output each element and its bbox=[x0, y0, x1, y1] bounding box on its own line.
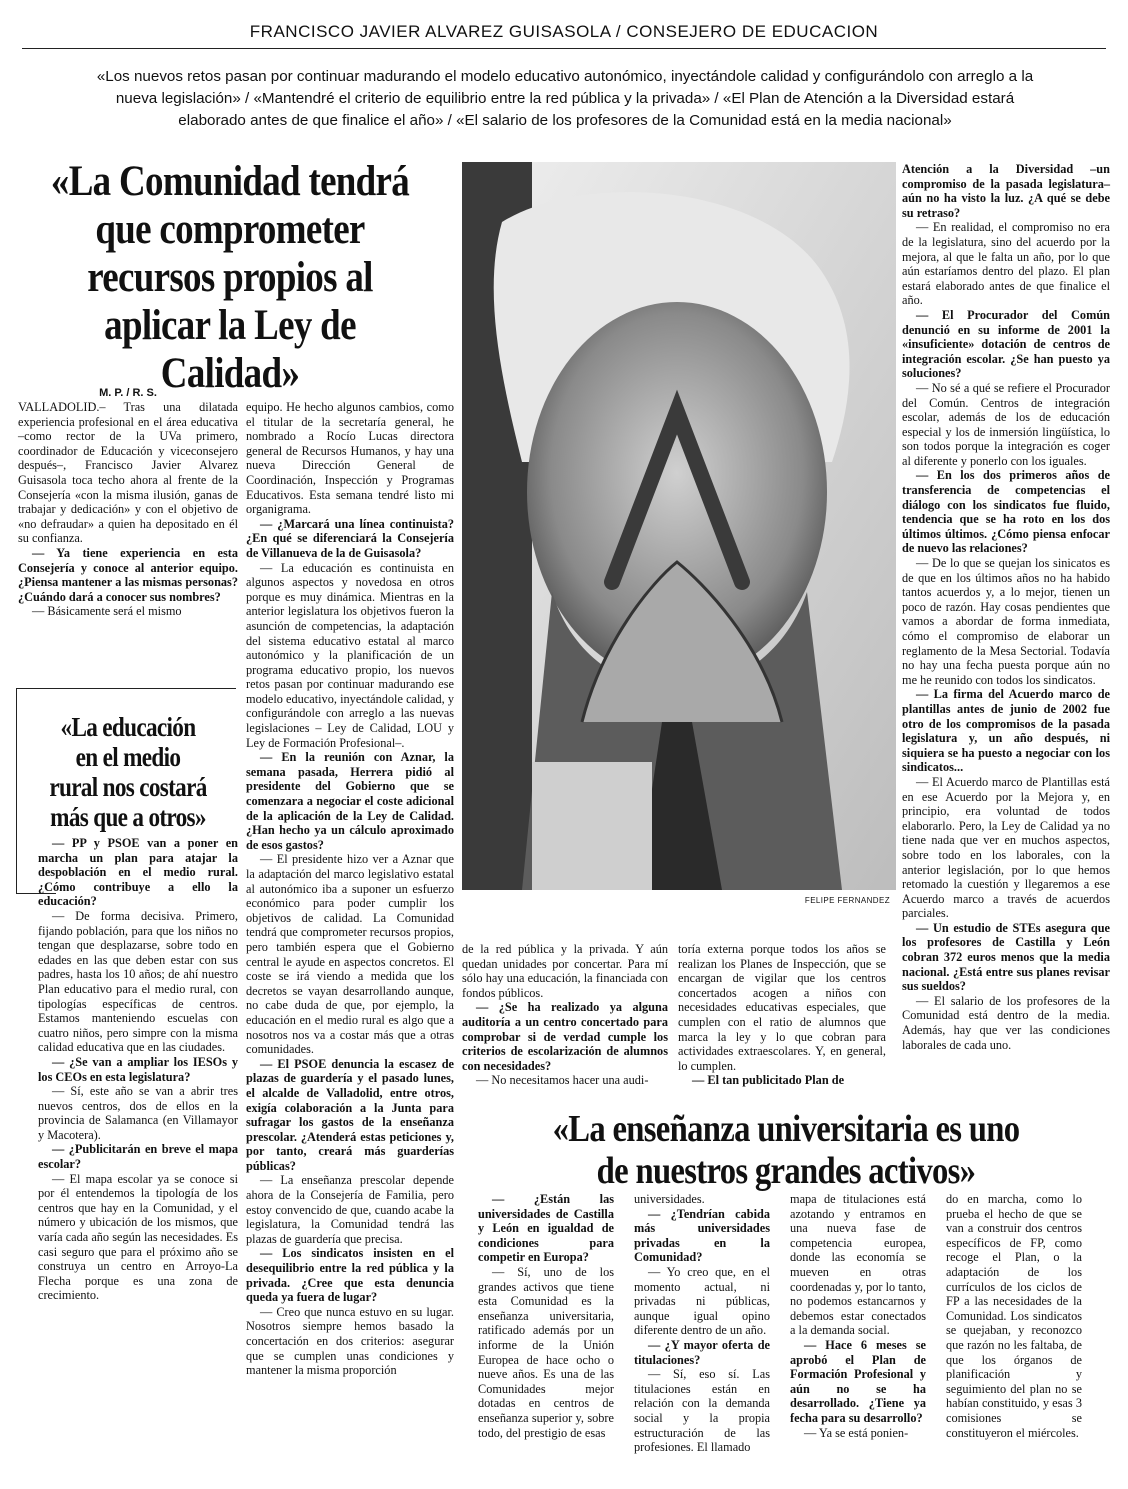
question: — El Procurador del Común denunció en su informe de 2001 la «insuficiente» dotación de centros de integración escolar. ¿Se han puesto ya soluciones? bbox=[902, 307, 1110, 381]
paragraph: — De lo que se quejan los sinicatos es de que en los últimos años no ha habido tantos acuerdos y, a lo mejor, tienen un poco de razón. Hay cosas pendientes que vamos a abordar de forma inmediata, cómo el compromiso de elaborar un reglamento de la Mesa Sectorial. Todavía no hay una fecha puesta porque aún no me he reunido con todos los sindicatos. bbox=[902, 556, 1110, 687]
question: — ¿Tendrían cabida más universidades privadas en la Comunidad? bbox=[634, 1206, 770, 1265]
column-2 bbox=[246, 400, 454, 1378]
question: — ¿Se van a ampliar los IESOs y los CEOs en esta legislatura? bbox=[38, 1054, 238, 1084]
deck-line: nueva legislación» / «Mantendré el criterio de equilibrio entre la red pública y la privada» / «El Plan de Atención a la Diversidad estará bbox=[115, 90, 1015, 107]
paragraph: — Sí, este año se van a abrir tres nuevos centros, dos de ellos en la provincia de Salamanca (en Villamayor y Macotera). bbox=[38, 1084, 238, 1142]
column-5 bbox=[902, 162, 1110, 1052]
question: Atención a la Diversidad –un compromiso de la pasada legislatura– aún no ha visto la luz. ¿A qué se debe su retraso? bbox=[902, 162, 1110, 220]
question: — La firma del Acuerdo marco de plantillas antes de junio de 2002 fue otro de los compromisos de la pasada legislatura y, un año después, ni siquiera se ha puesto a negociar con los sindicatos... bbox=[902, 687, 1110, 775]
paragraph: mapa de titulaciones está azotando y entramos en una nueva fase de competencia europea, donde las economía se mueven en otras coordenadas y, por lo tanto, no podemos estancarnos y debemos estar conectados a la demanda social. bbox=[790, 1192, 926, 1338]
headline-line: de nuestros grandes activos» bbox=[596, 1150, 976, 1192]
question: — Un estudio de STEs asegura que los profesores de Castilla y León cobran 372 euros menos que la media nacional. ¿Está entre sus planes revisar sus sueldos? bbox=[902, 920, 1110, 994]
question: — El tan publicitado Plan de bbox=[692, 1073, 845, 1088]
paragraph: — El salario de los profesores de la Comunidad está dentro de la media. Además, hay que ver las condiciones laborales de cada uno. bbox=[902, 993, 1110, 1052]
photo-credit: FELIPE FERNANDEZ bbox=[804, 896, 890, 905]
question: — ¿Marcará una línea continuista? ¿En qué se diferenciará la Consejería de Villanueva de la de Guisasola? bbox=[246, 516, 454, 560]
box-rule-top bbox=[16, 688, 236, 689]
bottom-column-3 bbox=[790, 1192, 926, 1440]
question: — ¿Se ha realizado ya alguna auditoría a un centro concertado para comprobar si de verdad cumple los criterios de escolarización de alumnos con necesidades? bbox=[462, 1000, 668, 1073]
pull-quote-line: «La educación bbox=[60, 712, 196, 742]
headline-line: «La Comunidad tendrá bbox=[50, 158, 410, 205]
question: — Los sindicatos insisten en el desequilibrio entre la red pública y la privada. ¿Cree que esta denuncia queda ya fuera de lugar? bbox=[246, 1246, 454, 1305]
paragraph: do en marcha, como lo prueba el hecho de que se van a construir dos centros específicos de FP, como recoge el Plan, o la adaptación de los currículos de los ciclos de FP a las necesidades de la Comunidad. Los sindicatos se quejaban, y reconozco que razón no les faltaba, de que los órganos de planificación y seguimiento del plan no se habían constituido, y esas 3 comisiones se constituyeron el miércoles. bbox=[946, 1192, 1082, 1440]
question: — ¿Están las universidades de Castilla y León en igualdad de condiciones para competir en Europa? bbox=[478, 1192, 614, 1265]
headline-line: que comprometer bbox=[95, 206, 365, 253]
paragraph: — No necesitamos hacer una audi- bbox=[476, 1073, 649, 1088]
paragraph: — La educación es continuista en algunos aspectos y novedosa en otros porque es muy dinámica. Mientras en la anterior legislatura los objetivos fueron la asunción de competencias, la adaptación del sistema educativo estatal al marco autonómico y la planificación de un programa educativo propio, los nuevos retos pasan por continuar madurando ese modelo educativo, inyectándole calidad, y configurándole con arreglo a las nuevas legislaciones – Ley de Calidad, LOU y Ley de Formación Profesional–. bbox=[246, 560, 454, 750]
question: — Ya tiene experiencia en esta Consejería y conoce al anterior equipo. ¿Piensa mantener a las mismas personas? ¿Cuándo dará a conocer sus nombres? bbox=[18, 545, 238, 604]
bottom-column-4 bbox=[946, 1192, 1082, 1440]
paragraph: — El Acuerdo marco de Plantillas está en ese Acuerdo por la Mejora y, en principio, era voluntad de todos elaborarlo. Pero, la Ley de Calidad ya no tiene nada que ver en muchos aspectos, sobre todo en los laborales, con la anterior legislación, por lo que hemos retomado la cuestión y llegaremos a ese Acuerdo marco a través de acuerdos parciales. bbox=[902, 774, 1110, 921]
deck-line: «Los nuevos retos pasan por continuar madurando el modelo educativo autonómico, inyectándole calidad y configurándolo con arreglo a la bbox=[96, 68, 1034, 85]
paragraph: universidades. bbox=[634, 1192, 705, 1206]
portrait-photo bbox=[462, 162, 896, 890]
box-rule-left bbox=[16, 688, 17, 894]
paragraph: — El mapa escolar ya se conoce si por él entendemos la tipología de los centros que hay en la Comunidad, y el número y ubicación de los mismos, que varía cada año según las necesidades. Es casi seguro que para el próximo año se construya un centro en Arroyo-La Flecha porque es una zona de crecimiento. bbox=[38, 1171, 238, 1303]
paragraph: — Básicamente será el mismo bbox=[32, 604, 182, 619]
paragraph: — La enseñanza prescolar depende ahora de la Consejería de Familia, pero estoy convencido de que, cuando acabe la legislatura, la Comunidad tendrá las plazas de guardería que precisa. bbox=[246, 1173, 454, 1246]
headline-line: «La enseñanza universitaria es uno bbox=[552, 1108, 1020, 1150]
pull-quote-rural bbox=[33, 712, 222, 832]
question: — PP y PSOE van a poner en marcha un plan para atajar la despoblación en el medio rural. ¿Cómo contribuye a ello la educación? bbox=[38, 836, 238, 909]
question: — En la reunión con Aznar, la semana pasada, Herrera pidió al presidente del Gobierno que se comenzara a negociar el coste adicional de la aplicación de la Ley de Calidad. ¿Han hecho ya un cálculo aproximado de esos gastos? bbox=[246, 750, 454, 852]
question: — ¿Y mayor oferta de titulaciones? bbox=[634, 1337, 770, 1367]
deck-line: elaborado antes de que finalice el año» / «El salario de los profesores de la Comunidad está en la media nacional» bbox=[178, 112, 952, 129]
question: — ¿Publicitarán en breve el mapa escolar? bbox=[38, 1142, 238, 1172]
pull-quote-line: en el medio bbox=[75, 742, 181, 772]
question: — Hace 6 meses se aprobó el Plan de Formación Profesional y aún no se ha desarrollado. ¿Tiene ya fecha para su desarrollo? bbox=[790, 1337, 926, 1425]
paragraph: — No sé a qué se refiere el Procurador del Común. Centros de integración escolar, además de los de educación especial y los de inmersión lingüística, lo son todos porque la integración es coger al diferente y ponerlo con los iguales. bbox=[902, 380, 1110, 468]
paragraph: VALLADOLID.– Tras una dilatada experiencia profesional en el área educativa –como rector de la UVa primero, coordinador de Educación y viceconsejero después–, Francisco Javier Alvarez Guisasola toca techo ahora al frente de la Consejería «con la misma ilusión, ganas de trabajar y dedicación» y con el objetivo de «no defraudar» a quien ha depositado en él su confianza. bbox=[18, 400, 238, 546]
paragraph: — El presidente hizo ver a Aznar que la adaptación del marco legislativo estatal al autonómico iba a suponer un esfuerzo económico para poder cumplir los objetivos de calidad. La Comunidad tendrá que comprometer recursos propios, pero también espera que el Gobierno central le ayude en aspectos concretos. El coste se irá viendo a medida que los decretos se vayan desarrollando aunque, no cabe duda de que, por ejemplo, la educación en el medio rural es algo que a nosotros nos va a costar más que a otras comunidades. bbox=[246, 852, 454, 1057]
question: — El PSOE denuncia la escasez de plazas de guardería y el pasado lunes, el alcalde de Valladolid, entre otros, exigía colaboración a la Junta para sufragar los gastos de la enseñanza prescolar. ¿Atenderá estas peticiones y, por tanto, creará más guarderías públicas? bbox=[246, 1056, 454, 1173]
paragraph: toría externa porque todos los años se realizan los Planes de Inspección, que se encargan de vigilar que los centros concertados acogen a niños con necesidades educativas especiales, que cumplen con el ratio de alumnos que marca la ley y lo que cobran para actividades extraescolares. Y, en general, lo cumplen. bbox=[678, 942, 886, 1073]
paragraph: — Ya se está ponien- bbox=[804, 1425, 909, 1440]
secondary-headline bbox=[507, 1108, 1064, 1192]
question: — En los dos primeros años de transferencia de competencias el diálogo con los sindicatos fue fluido, tendencia que se ha roto en los dos últimos últimos. ¿Cómo piensa enfocar de nuevo las relaciones? bbox=[902, 468, 1110, 556]
pull-quote-line: más que a otros» bbox=[50, 802, 206, 832]
column-3 bbox=[462, 942, 668, 1088]
paragraph: — De forma decisiva. Primero, fijando población, para que los niños no tengan que desplazarse, sobre todo en edades en las que deben estar con sus padres, hasta los 10 años; de ahí nuestro Plan educativo para el medio rural, con tipologías específicas de centros. Estamos manteniendo escuelas con cuatro niños, pero simpre con la misma calidad educativa que en las ciudades. bbox=[38, 908, 238, 1055]
headline-line: recursos propios al bbox=[87, 254, 373, 301]
column-1 bbox=[18, 400, 238, 619]
top-rule bbox=[22, 48, 1106, 49]
paragraph: — Yo creo que, en el momento actual, ni privadas ni públicas, aunque igual opino diferente dentro de un año. bbox=[634, 1264, 770, 1338]
deck-quotes bbox=[40, 66, 1090, 132]
paragraph: — En realidad, el compromiso no era de la legislatura, sino del acuerdo por la mejora, al que le falta un año, por lo que aún estaríamos dentro del plazo. El plan estará elaborado antes de que finalice el año. bbox=[902, 220, 1110, 308]
bottom-column-1 bbox=[478, 1192, 614, 1440]
paragraph: de la red pública y la privada. Y aún quedan unidades por concertar. Para mí sólo hay una educación, la financiada con fondos públicos. bbox=[462, 942, 668, 1000]
main-headline bbox=[41, 158, 419, 398]
portrait-illustration bbox=[462, 162, 896, 890]
paragraph: equipo. He hecho algunos cambios, como el titular de la secretaría general, he nombrado a Rocío Lucas directora general de Recursos Humanos, y hay una nueva Dirección General de Coordinación, Inspección y Programas Educativos. Esta semana tendré listo mi organigrama. bbox=[246, 400, 454, 517]
headline-line: aplicar la Ley de Calidad» bbox=[104, 302, 356, 397]
section-kicker: FRANCISCO JAVIER ALVAREZ GUISASOLA / CONSEJERO DE EDUCACION bbox=[249, 22, 879, 41]
column-1-continued bbox=[38, 836, 238, 1303]
bottom-column-2 bbox=[634, 1192, 770, 1455]
byline: M. P. / R. S. bbox=[99, 387, 157, 399]
column-4 bbox=[678, 942, 886, 1088]
pull-quote-line: rural nos costará bbox=[49, 772, 207, 802]
paragraph: — Creo que nunca estuvo en su lugar. Nosotros siempre hemos basado la concertación en dos criterios: asegurar que se cumplen unas condiciones y mantener la misma proporción bbox=[246, 1304, 454, 1378]
paragraph: — Sí, eso sí. Las titulaciones están en relación con la demanda social y la propia estructuración de las profesiones. El llamado bbox=[634, 1367, 770, 1455]
paragraph: — Sí, uno de los grandes activos que tiene esta Comunidad es la enseñanza universitaria, ratificado además por un informe de la Unión Europea de hace ocho o nueve años. Es una de las Comunidades mejor dotadas en centros de enseñanza superior y, sobre todo, del prestigio de esas bbox=[478, 1264, 614, 1440]
